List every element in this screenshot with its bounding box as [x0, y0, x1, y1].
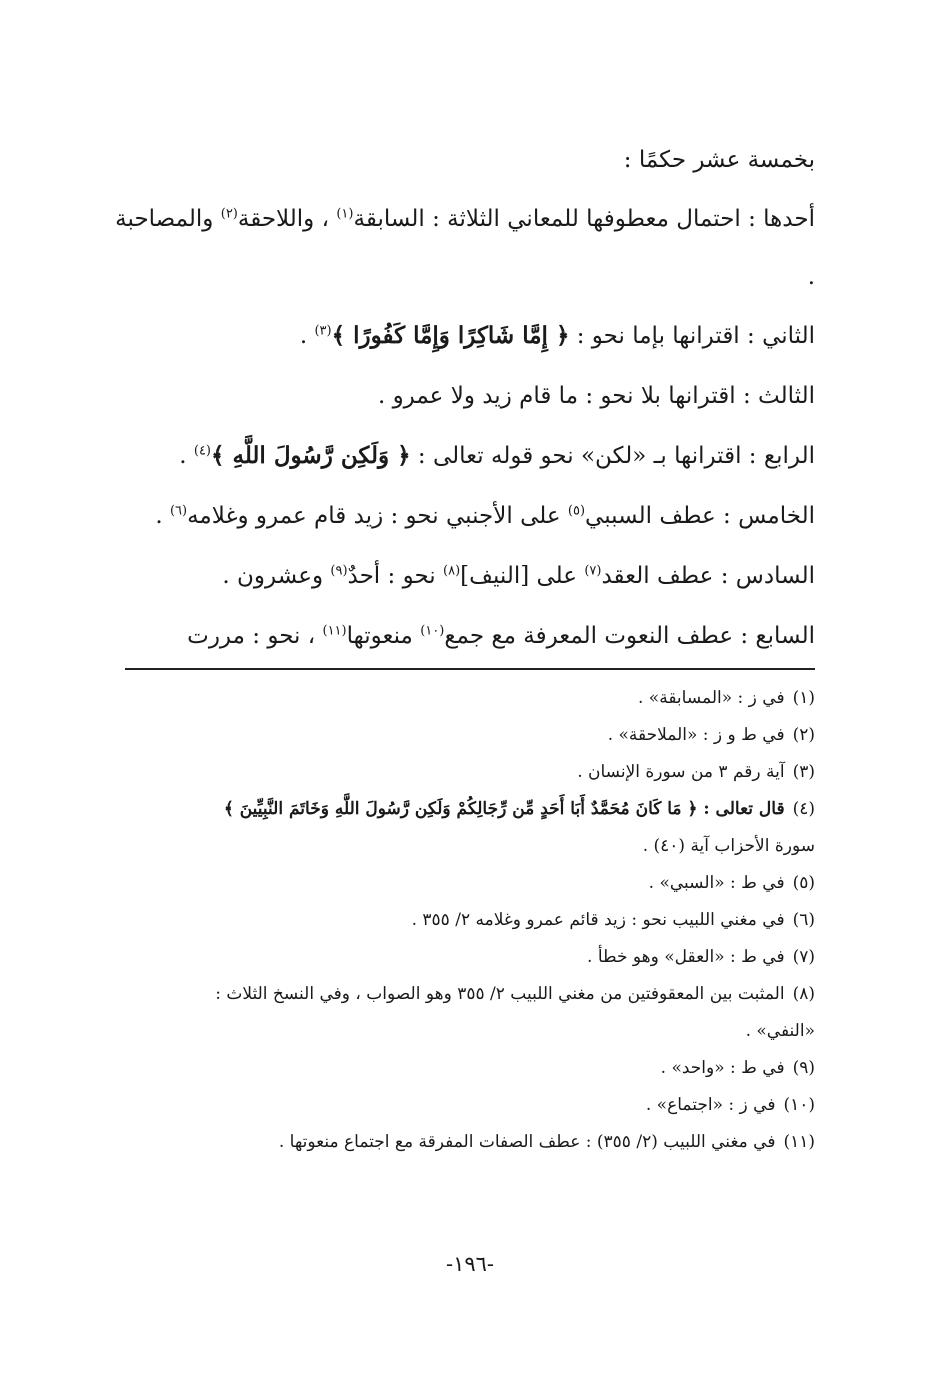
- footnote-ref: (٣): [314, 323, 332, 339]
- footnote-divider: [125, 668, 815, 670]
- paragraph-fourth: الرابع : اقترانها بـ «لكن» نحو قوله تعالى : ﴿ وَلَكِن رَّسُولَ اللَّهِ ﴾$^{(٤)}$ .: [179, 442, 815, 469]
- paragraph-seventh: السابع : عطف النعوت المعرفة مع جمع$^{(١٠)}$ منعوتها$^{(١١)}$ ، نحو : مررت: [187, 623, 815, 649]
- footnote-ref: (٩): [330, 563, 348, 579]
- footnotes: [115, 680, 815, 1161]
- page-number: -١٩٦-: [445, 1252, 495, 1276]
- footnote-11: (١١)في مغني اللبيب (٢/ ٣٥٥) : عطف الصفات المفرقة مع اجتماع منعوتها .: [278, 1132, 815, 1152]
- footnote-6: (٦)في مغني اللبيب نحو : زيد قائم عمرو وغلامه ٢/ ٣٥٥ .: [411, 910, 815, 930]
- quran-verse: ﴿ وَلَكِن رَّسُولَ اللَّهِ ﴾: [211, 442, 411, 469]
- footnote-ref: (٥): [567, 503, 586, 519]
- footnote-2: (٢)في ط و ز : «الملاحقة» .: [607, 725, 815, 745]
- paragraph-second: الثاني : اقترانها بإما نحو : ﴿ إِمَّا شَاكِرًا وَإِمَّا كَفُورًا ﴾$^{(٣)}$ .: [299, 322, 815, 349]
- footnote-ref: (٨): [443, 563, 461, 579]
- footnote-10: (١٠)في ز : «اجتماع» .: [645, 1095, 815, 1115]
- footnote-ref: (٢): [220, 206, 238, 222]
- paragraph-sixth: السادس : عطف العقد$^{(٧)}$ على [النيف]$^{(٨)}$ نحو : أحدٌ$^{(٩)}$ وعشرون .: [222, 563, 815, 589]
- intro-line: بخمسة عشر حكمًا :: [623, 147, 815, 173]
- footnote-5: (٥)في ط : «السبي» .: [648, 873, 815, 893]
- footnote-ref: (٧): [584, 563, 602, 579]
- paragraph-fifth: الخامس : عطف السببي$^{(٥)}$ على الأجنبي نحو : زيد قام عمرو وغلامه$^{(٦)}$ .: [155, 503, 815, 529]
- footnote-ref: (١٠): [420, 623, 445, 639]
- footnote-ref: (٤): [193, 443, 211, 459]
- footnote-8: (٨)المثبت بين المعقوفتين من مغني اللبيب ٢/ ٣٥٥ وهو الصواب ، وفي النسخ الثلاث : «النفي» .: [215, 984, 815, 1041]
- footnote-9: (٩)في ط : «واحد» .: [660, 1058, 815, 1078]
- paragraph-third: الثالث : اقترانها بلا نحو : ما قام زيد ولا عمرو .: [377, 383, 815, 409]
- quran-verse: ﴿ إِمَّا شَاكِرًا وَإِمَّا كَفُورًا ﴾: [331, 322, 570, 349]
- footnote-ref: (١): [336, 206, 354, 222]
- main-text: [115, 130, 815, 666]
- footnote-3: (٣)آية رقم ٣ من سورة الإنسان .: [577, 762, 815, 782]
- footnote-4: (٤)قال تعالى : ﴿ مَا كَانَ مُحَمَّدٌ أَبَا أَحَدٍ مِّن رِّجَالِكُمْ وَلَكِن رَّسُولَ اللَّهِ وَخَاتَمَ النَّبِيِّينَ ﴾ سورة الأحزاب آية (٤٠) .: [223, 799, 815, 856]
- footnote-ref: (١١): [322, 623, 347, 639]
- footnote-1: (١)في ز : «المسابقة» .: [638, 688, 815, 708]
- footnote-7: (٧)في ط : «العقل» وهو خطأ .: [587, 947, 815, 967]
- footnote-ref: (٦): [169, 503, 188, 519]
- paragraph-first: أحدها : احتمال معطوفها للمعاني الثلاثة : السابقة$^{(١)}$ ، واللاحقة$^{(٢)}$ والمصاحبة .: [115, 206, 815, 290]
